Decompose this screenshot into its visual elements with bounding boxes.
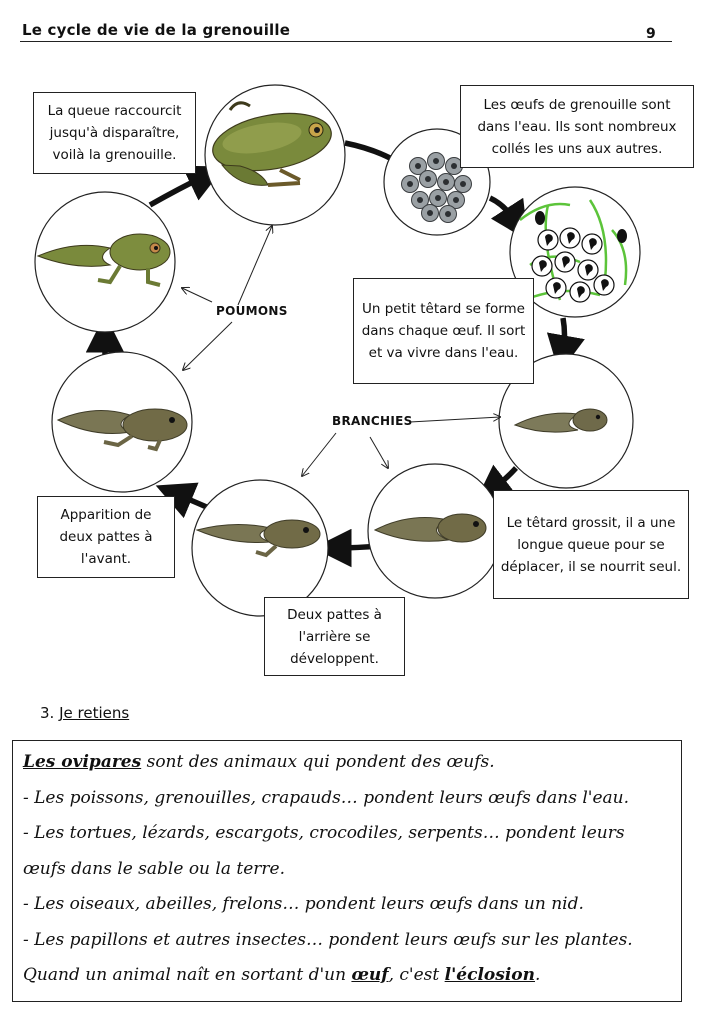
retain-line-4: - Les oiseaux, abeilles, frelons… pondent leurs œufs dans un nid.	[23, 894, 584, 914]
stage-circle-hind-legs	[192, 480, 328, 616]
section-number: 3.	[40, 704, 55, 722]
term-hatching: l'éclosion	[444, 965, 535, 985]
cycle-arrow-legged-to-frog	[150, 176, 205, 205]
retain-line-6-end: .	[534, 965, 541, 985]
caption-tadpole-forms: Un petit têtard se forme dans chaque œuf. Il sort et va vivre dans l'eau.	[353, 278, 534, 384]
retain-line-1-text: sont des animaux qui pondent des œufs.	[141, 752, 495, 772]
section-heading	[40, 704, 129, 722]
page-title: Le cycle de vie de la grenouille	[22, 21, 291, 39]
retain-line-3: - Les tortues, lézards, escargots, crocodiles, serpents… pondent leurs œufs dans le sable ou la terre.	[23, 823, 625, 879]
retain-line-2: - Les poissons, grenouilles, crapauds… pondent leurs œufs dans l'eau.	[23, 787, 630, 808]
cycle-arrow-eggs-to-cluster	[490, 198, 516, 222]
retain-line-1	[23, 745, 671, 781]
caption-eggs: Les œufs de grenouille sont dans l'eau. Ils sont nombreux collés les uns aux autres.	[460, 85, 694, 168]
label-lungs: POUMONS	[216, 304, 288, 318]
term-egg: œuf	[351, 965, 389, 985]
cycle-arc-frog-to-eggs	[345, 143, 390, 158]
section-title: Je retiens	[59, 704, 130, 722]
caption-tadpole-grows: Le têtard grossit, il a une longue queue pour se déplacer, il se nourrit seul.	[493, 490, 689, 599]
caption-front-legs: Apparition de deux pattes à l'avant.	[37, 496, 175, 578]
label-gills: BRANCHIES	[332, 414, 413, 428]
retain-line-6-start: Quand un animal naît en sortant d'un	[23, 965, 352, 985]
retain-line-5: - Les papillons et autres insectes… pondent leurs œufs sur les plantes.	[23, 929, 633, 950]
caption-hind-legs: Deux pattes à l'arrière se développent.	[264, 597, 405, 676]
retain-line-6-mid: , c'est	[388, 965, 445, 985]
retain-box	[12, 740, 682, 1002]
caption-adult-frog: La queue raccourcit jusqu'à disparaître, voilà la grenouille.	[33, 92, 196, 174]
retain-line-6	[23, 958, 671, 994]
page-number: 9	[646, 26, 656, 42]
cycle-arrow-cluster-to-tadpole	[563, 318, 565, 352]
cycle-arrow-tadpole-to-growing	[492, 468, 516, 490]
term-oviparous: Les ovipares	[23, 752, 142, 772]
